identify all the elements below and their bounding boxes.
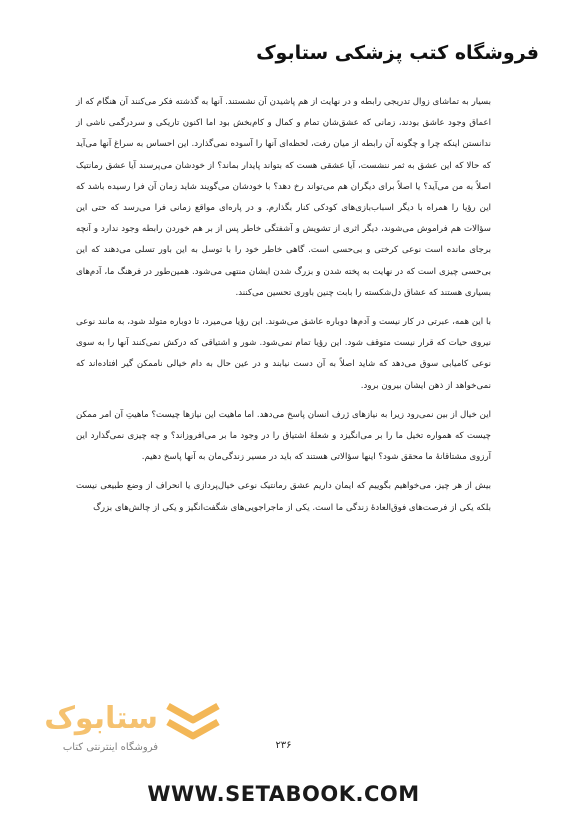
setabook-logo-icon: [18, 688, 238, 768]
footer-website-url: WWW.SETABOOK.COM: [147, 782, 420, 806]
setabook-watermark-logo: [18, 688, 238, 768]
paragraph-1: بسیار به تماشای زوال تدریجی رابطه و در نهایت از هم پاشیدن آن نشستند. آنها به گذشته فکر می‌کنند آن هنگام که از اعماق وجود عاشق بودند، زمانی که عشق‌شان تمام و کمال و کام‌بخش بود اما اکنون تاریکی و سردرگمی ناشی از ندانستن اینکه چرا و چگونه آن رابطه از میان رفت، لحظه‌ای آنها را آسوده نمی‌گذارد. این احساس به سراغ آنها می‌آید که حالا که این عشق به ثمر ننشست، آیا عشقی هست که بتواند پایدار بماند؟ از خودشان می‌پرسند آیا عشق رمانتیک اصلاً به من می‌آید؟ یا اصلاً برای دیگران هم می‌تواند رخ دهد؟ با خودشان می‌گویند شاید زمان آن فرا رسیده باشد که این رؤیا را همراه با دیگر اسباب‌بازی‌های کودکی کنار بگذارم. و در پاره‌ای مواقع زمانی فرا می‌رسد که حتی این سؤالات هم فراموش می‌شوند، دیگر اثری از تشویش و آشفتگی خاطر پس از بر هم خوردن رابطه وجود ندارد و آنچه برجای مانده است نوعی کرختی و بی‌حسی است. گاهی خاطر خود را با توسل به این باور تسلی می‌دهند که این بی‌حسی چیزی است که در نهایت به پخته شدن و بزرگ شدن ایشان منتهی می‌شود. همین‌طور در فرهنگ ما، آدم‌های بسیاری هستند که عشاق دل‌شکسته را بابت چنین باوری تحسین می‌کنند.: [76, 97, 491, 298]
watermark-tagline: فروشگاه اینترنتی کتاب: [62, 742, 158, 753]
watermark-logo-text: ستابوک: [44, 701, 158, 736]
page-number: ۲۳۶: [275, 740, 292, 751]
page-body: [76, 92, 491, 527]
paragraph-2: با این همه، عبرتی در کار نیست و آدم‌ها دوباره عاشق می‌شوند. این رؤیا می‌میرد، تا دوباره متولد شود، به مانند نوعی نیروی حیات که قرار نیست متوقف شود. این رؤیا تمام نمی‌شود. شور و اشتیاقی که درکش نمی‌کنند آنها را به سوی نوعی کامیابی سوق می‌دهد که شاید اصلاً به آن دست نیابند و در عین حال به دام خیالی ناممکن گیر افتاده‌اند که نمی‌خواهد از ذهن ایشان بیرون برود.: [76, 317, 491, 391]
paragraph-3: این خیال از بین نمی‌رود زیرا به نیازهای ژرف انسان پاسخ می‌دهد. اما ماهیت این نیازها چیست؟ ماهیتِ آن امر ممکن چیست که همواره تخیل ما را بر می‌انگیزد و شعلهٔ اشتیاق را در وجود ما بر می‌افروزاند؟ و چه چیزی نمی‌گذارد این آرزوی مشتاقانهٔ ما محقق شود؟ اینها سؤالاتی هستند که باید در مسیر زندگی‌مان به آنها پاسخ دهیم.: [76, 409, 491, 463]
paragraph-4: بیش از هر چیز، می‌خواهیم بگوییم که ایمان داریم عشق رمانتیک نوعی خیال‌پردازی یا انحراف از وضع طبیعی نیست بلکه یکی از فرصت‌های فوق‌العادهٔ زندگی ما است. یکی از ماجراجویی‌های شگفت‌انگیز و یکی از چالش‌های بزرگ: [76, 481, 491, 513]
store-title: فروشگاه کتب پزشکی ستابوک: [256, 42, 539, 64]
